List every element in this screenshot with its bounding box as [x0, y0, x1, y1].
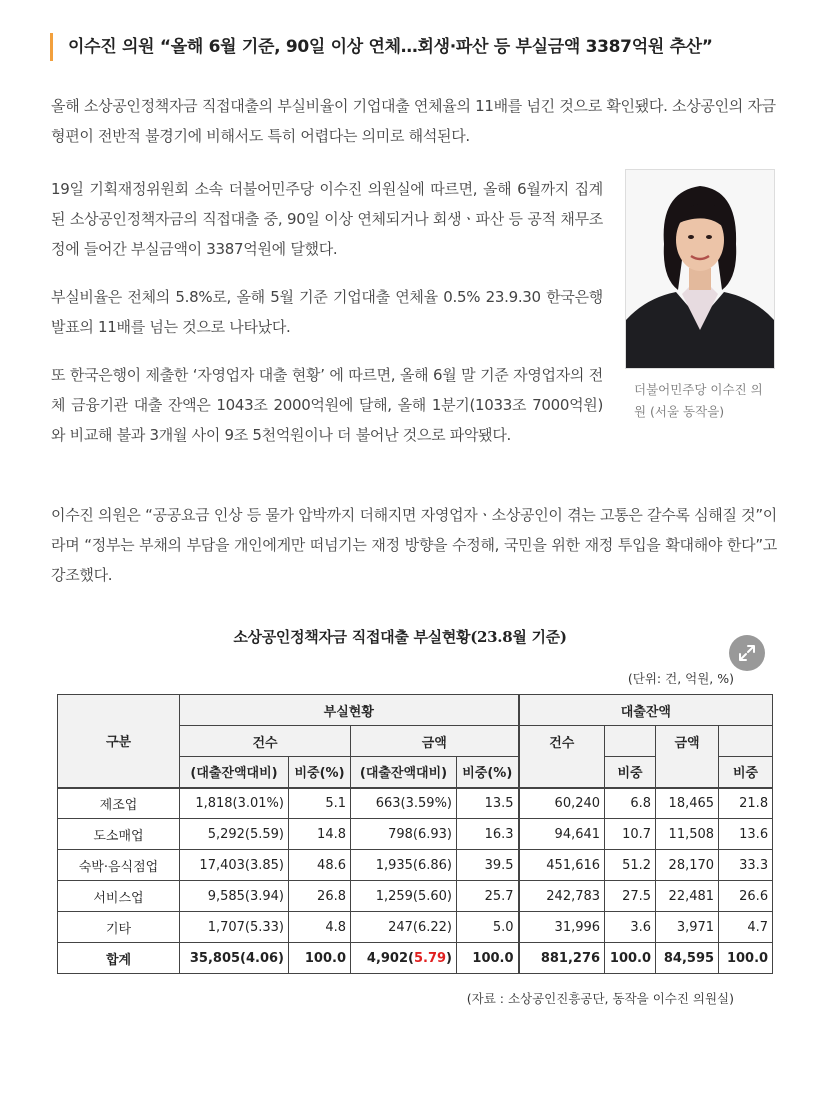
- expand-icon: [737, 643, 757, 663]
- header-loan-amount-share: 비중: [719, 757, 773, 788]
- cell-loan-amount-share: 4.7: [719, 912, 773, 943]
- cell-loan-amount: 28,170: [656, 850, 719, 881]
- cell-bad-amount-share: 5.0: [457, 912, 519, 943]
- total-bad-count: 35,805(4.06): [180, 943, 289, 974]
- total-bad-amount-share: 100.0: [457, 943, 519, 974]
- cell-bad-amount-share: 39.5: [457, 850, 519, 881]
- cell-bad-count: 9,585(3.94): [180, 881, 289, 912]
- cell-bad-count-share: 26.8: [289, 881, 351, 912]
- cell-bad-amount-share: 16.3: [457, 819, 519, 850]
- cell-bad-amount: 1,259(5.60): [351, 881, 457, 912]
- table-unit-note: (단위: 건, 억원, %): [627, 671, 734, 686]
- header-category: 구분: [58, 695, 180, 788]
- header-bad-amount: 금액: [351, 726, 519, 757]
- cell-bad-count: 1,818(3.01%): [180, 788, 289, 819]
- cell-bad-amount: 663(3.59%): [351, 788, 457, 819]
- cell-bad-count-share: 14.8: [289, 819, 351, 850]
- cell-bad-amount-share: 25.7: [457, 881, 519, 912]
- table-row: [58, 881, 773, 912]
- table-source-note: (자료 : 소상공인진흥공단, 동작을 이수진 의원실): [466, 991, 734, 1006]
- total-bad-amount-value: 4,902(: [366, 950, 414, 966]
- headline-text: 이수진 의원 “올해 6월 기준, 90일 이상 연체…회생·파산 등 부실금액 3387억원 추산”: [68, 37, 713, 57]
- total-bad-amount-close: ): [446, 950, 452, 966]
- expand-image-button[interactable]: [729, 635, 765, 671]
- total-loan-count: 881,276: [519, 943, 605, 974]
- header-loan-balance: 대출잔액: [519, 695, 773, 726]
- cell-bad-count-share: 4.8: [289, 912, 351, 943]
- header-bad-count-hint: (대출잔액대비): [180, 757, 289, 788]
- portrait-image: [626, 170, 774, 368]
- loan-status-table: [57, 694, 773, 974]
- cell-loan-amount-share: 13.6: [719, 819, 773, 850]
- row-category: 제조업: [58, 788, 180, 819]
- portrait-photo: [625, 169, 775, 369]
- table-row: [58, 912, 773, 943]
- cell-loan-count: 451,616: [519, 850, 605, 881]
- cell-loan-count: 242,783: [519, 881, 605, 912]
- cell-loan-count-share: 10.7: [605, 819, 656, 850]
- cell-loan-count: 94,641: [519, 819, 605, 850]
- header-loan-amount-share-blank: [719, 726, 773, 757]
- header-bad-count-share: 비중(%): [289, 757, 351, 788]
- header-loan-amount: 금액: [656, 726, 719, 788]
- header-bad-status: 부실현황: [180, 695, 519, 726]
- cell-bad-count-share: 5.1: [289, 788, 351, 819]
- row-category: 숙박·음식점업: [58, 850, 180, 881]
- cell-loan-amount-share: 33.3: [719, 850, 773, 881]
- cell-loan-count-share: 51.2: [605, 850, 656, 881]
- cell-bad-count: 1,707(5.33): [180, 912, 289, 943]
- table-row: [58, 819, 773, 850]
- cell-loan-amount-share: 26.6: [719, 881, 773, 912]
- cell-bad-amount: 798(6.93): [351, 819, 457, 850]
- header-loan-count-share: 비중: [605, 757, 656, 788]
- article-headline: [50, 33, 780, 61]
- paragraph-4: 또 한국은행이 제출한 ‘자영업자 대출 현황’ 에 따르면, 올해 6월 말 기준 자영업자의 전체 금융기관 대출 잔액은 1043조 2000억원에 달해, 올해 1분기(1033조 7000억원)와 비교해 불과 3개월 사이 9조 5천억원이나 더 불어난 것으로 파악됐다.: [51, 366, 603, 444]
- cell-loan-count-share: 6.8: [605, 788, 656, 819]
- photo-caption: 더불어민주당 이수진 의원 (서울 동작을): [634, 382, 763, 419]
- paragraph-1: 올해 소상공인정책자금 직접대출의 부실비율이 기업대출 연체율의 11배를 넘긴 것으로 확인됐다. 소상공인의 자금 형편이 전반적 불경기에 비해서도 특히 어렵다는 의미로 해석된다.: [51, 97, 776, 145]
- cell-loan-amount-share: 21.8: [719, 788, 773, 819]
- header-loan-count-share-blank: [605, 726, 656, 757]
- table-row: [58, 788, 773, 819]
- cell-bad-amount-share: 13.5: [457, 788, 519, 819]
- total-loan-count-share: 100.0: [605, 943, 656, 974]
- cell-bad-count: 5,292(5.59): [180, 819, 289, 850]
- table-total-row: [58, 943, 773, 974]
- row-category: 도소매업: [58, 819, 180, 850]
- cell-bad-count-share: 48.6: [289, 850, 351, 881]
- cell-loan-amount: 3,971: [656, 912, 719, 943]
- cell-loan-count: 60,240: [519, 788, 605, 819]
- cell-loan-count-share: 3.6: [605, 912, 656, 943]
- table-title: 소상공인정책자금 직접대출 부실현황(23.8월 기준): [233, 628, 567, 646]
- cell-loan-count-share: 27.5: [605, 881, 656, 912]
- table-row: [58, 850, 773, 881]
- header-bad-count: 건수: [180, 726, 351, 757]
- header-bad-amount-hint: (대출잔액대비): [351, 757, 457, 788]
- cell-bad-amount: 247(6.22): [351, 912, 457, 943]
- row-category: 기타: [58, 912, 180, 943]
- total-bad-count-share: 100.0: [289, 943, 351, 974]
- total-bad-amount-ratio: 5.79: [413, 950, 447, 966]
- cell-bad-amount: 1,935(6.86): [351, 850, 457, 881]
- cell-loan-amount: 11,508: [656, 819, 719, 850]
- cell-loan-amount: 18,465: [656, 788, 719, 819]
- paragraph-2: 19일 기획재정위원회 소속 더불어민주당 이수진 의원실에 따르면, 올해 6월까지 집계된 소상공인정책자금의 직접대출 중, 90일 이상 연체되거나 회생ㆍ파산 등 공적 채무조정에 들어간 부실금액이 3387억원에 달했다.: [51, 180, 603, 258]
- total-bad-amount: [351, 943, 457, 974]
- paragraph-3: 부실비율은 전체의 5.8%로, 올해 5월 기준 기업대출 연체율 0.5% 23.9.30 한국은행 발표의 11배를 넘는 것으로 나타났다.: [51, 288, 603, 336]
- cell-bad-count: 17,403(3.85): [180, 850, 289, 881]
- total-loan-amount-share: 100.0: [719, 943, 773, 974]
- cell-loan-amount: 22,481: [656, 881, 719, 912]
- total-label: 합계: [58, 943, 180, 974]
- header-bad-amount-share: 비중(%): [457, 757, 519, 788]
- total-loan-amount: 84,595: [656, 943, 719, 974]
- table-header-row-1: [58, 695, 773, 726]
- cell-loan-count: 31,996: [519, 912, 605, 943]
- row-category: 서비스업: [58, 881, 180, 912]
- header-loan-count: 건수: [519, 726, 605, 788]
- paragraph-5: 이수진 의원은 “공공요금 인상 등 물가 압박까지 더해지면 자영업자ㆍ소상공인이 겪는 고통은 갈수록 심해질 것”이라며 “정부는 부채의 부담을 개인에게만 떠넘기는 재정 방향을 수정해, 국민을 위한 재정 투입을 확대해야 한다”고 강조했다.: [51, 506, 777, 584]
